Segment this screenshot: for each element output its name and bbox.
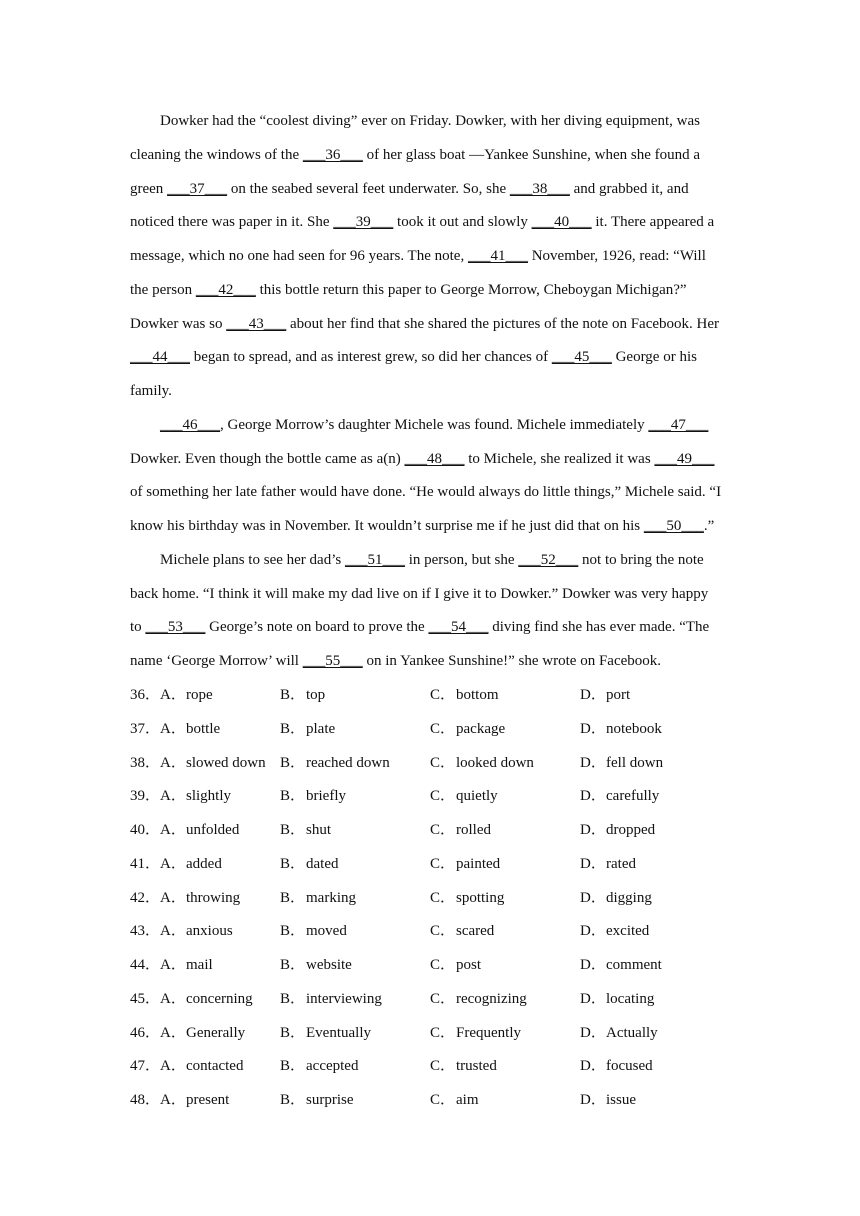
question-row (130, 983, 750, 1017)
passage-line (130, 240, 730, 274)
option-letter: A． (160, 889, 186, 906)
answer-option (160, 1084, 229, 1118)
option-letter: A． (160, 788, 186, 805)
option-letter: D． (580, 1092, 606, 1108)
answer-option (160, 983, 253, 1017)
question-row (130, 713, 750, 747)
passage-text: Michele plans to see her dad’s (160, 551, 345, 568)
option-text: slightly (186, 788, 232, 805)
option-letter: C． (430, 1058, 456, 1075)
answer-blank: ___42___ (195, 281, 256, 298)
option-text: slowed down (186, 754, 266, 771)
passage-text: , George Morrow’s daughter Michele was found. Michele immediately (220, 416, 649, 433)
answer-option (430, 1084, 479, 1118)
answer-option (580, 679, 630, 713)
option-text: unfolded (186, 822, 240, 838)
answer-blank: ___38___ (509, 180, 570, 197)
answer-option (580, 848, 636, 882)
option-letter: B． (280, 990, 306, 1007)
option-text: aim (456, 1092, 479, 1108)
option-text: quietly (456, 788, 498, 805)
option-letter: A． (160, 990, 186, 1007)
answer-option (430, 780, 498, 814)
option-text: moved (306, 923, 347, 940)
passage-text: noticed there was paper in it. She (130, 214, 334, 231)
option-letter: A． (160, 1092, 186, 1108)
answer-blank: ___43___ (226, 315, 287, 332)
option-text: concerning (186, 990, 253, 1007)
question-number: 46． (130, 1024, 161, 1041)
passage-text: the person (130, 281, 196, 298)
option-letter: B． (280, 957, 306, 973)
passage-line (130, 308, 730, 342)
question-number: 41． (130, 855, 161, 872)
passage-text: family. (130, 383, 172, 399)
option-letter: D． (580, 687, 606, 703)
question-number: 47． (130, 1058, 161, 1075)
answer-blank: ___50___ (643, 518, 704, 534)
answer-option (280, 949, 352, 983)
option-text: contacted (186, 1058, 244, 1075)
passage-text: George or his (611, 349, 697, 366)
answer-blank: ___46___ (160, 416, 220, 433)
option-letter: B． (280, 1058, 306, 1075)
answer-option (580, 747, 663, 781)
answer-option (280, 983, 382, 1017)
question-number: 45． (130, 990, 161, 1007)
option-text: locating (606, 990, 655, 1007)
option-letter: C． (430, 687, 456, 703)
answer-blank: ___55___ (302, 653, 363, 669)
passage-line (130, 476, 730, 510)
option-letter: C． (430, 788, 456, 805)
passage-text: November, 1926, read: “Will (527, 248, 706, 264)
option-letter: D． (580, 1058, 606, 1075)
passage-text: to Michele, she realized it was (464, 450, 655, 467)
passage-line (130, 139, 730, 173)
option-letter: C． (430, 1024, 456, 1041)
option-letter: D． (580, 1024, 606, 1041)
passage-line (130, 611, 730, 645)
option-letter: B． (280, 889, 306, 906)
answer-option (160, 949, 213, 983)
answer-option (430, 713, 505, 747)
option-text: dated (306, 855, 339, 872)
question-number: 48． (130, 1092, 161, 1108)
passage-text: to (130, 619, 146, 636)
question-row (130, 747, 750, 781)
answer-option (580, 949, 662, 983)
answer-option (430, 747, 534, 781)
option-text: Generally (186, 1024, 246, 1041)
question-number: 42． (130, 889, 161, 906)
answer-option (430, 915, 494, 949)
passage-line (130, 105, 730, 139)
passage-text: Dowker was so (130, 315, 227, 332)
answer-option (160, 848, 222, 882)
option-text: rated (606, 855, 636, 872)
option-text: marking (306, 889, 356, 906)
option-letter: C． (430, 754, 456, 771)
option-letter: C． (430, 855, 456, 872)
question-row (130, 915, 750, 949)
passage-text: on in Yankee Sunshine!” she wrote on Facebook. (362, 653, 662, 669)
answer-option (430, 882, 504, 916)
passage-text: this bottle return this paper to George Morrow, Cheboygan Michigan?” (255, 281, 687, 298)
answer-option (580, 713, 662, 747)
option-text: recognizing (456, 990, 527, 1007)
answer-option (430, 848, 500, 882)
option-letter: D． (580, 889, 606, 906)
passage-text: on the seabed several feet underwater. So, she (227, 180, 510, 197)
answer-option (580, 983, 654, 1017)
option-letter: A． (160, 720, 186, 737)
question-number: 44． (130, 957, 161, 973)
option-text: painted (456, 855, 501, 872)
option-text: Eventually (306, 1024, 371, 1041)
passage-line (130, 341, 730, 375)
passage-line (130, 578, 730, 612)
passage-text: back home. “I think it will make my dad live on if I give it to Dowker.” Dowker was very happy (130, 585, 709, 602)
answer-option (160, 1050, 243, 1084)
answer-option (430, 814, 491, 848)
answer-option (430, 983, 527, 1017)
answer-blank: ___51___ (344, 551, 405, 568)
option-text: reached down (306, 754, 390, 771)
passage-text: message, which no one had seen for 96 years. The note, (130, 248, 468, 264)
question-row (130, 949, 750, 983)
passage-line (130, 375, 730, 409)
option-text: looked down (456, 754, 534, 771)
option-text: present (186, 1092, 230, 1108)
option-letter: B． (280, 754, 306, 771)
option-text: notebook (606, 720, 662, 737)
passage-line (130, 443, 730, 477)
passage-text: know his birthday was in November. It wouldn’t surprise me if he just did that on his (130, 518, 644, 534)
question-row (130, 780, 750, 814)
question-row (130, 1050, 750, 1084)
option-letter: A． (160, 822, 186, 838)
option-letter: B． (280, 687, 306, 703)
answer-option (160, 814, 239, 848)
passage-text: began to spread, and as interest grew, so did her chances of (190, 349, 552, 366)
option-text: trusted (456, 1058, 497, 1075)
option-text: rope (186, 687, 213, 703)
option-letter: A． (160, 923, 186, 940)
passage-line (130, 409, 730, 443)
option-text: added (186, 855, 222, 872)
option-letter: C． (430, 957, 456, 973)
option-letter: C． (430, 1092, 456, 1108)
answer-blank: ___44___ (130, 349, 190, 366)
option-letter: A． (160, 1058, 186, 1075)
option-letter: A． (160, 1024, 186, 1041)
answer-option (160, 679, 213, 713)
passage-line (130, 173, 730, 207)
answer-option (160, 882, 240, 916)
question-row (130, 679, 750, 713)
question-number: 36． (130, 687, 161, 703)
answer-option (580, 1084, 636, 1118)
passage-text: in person, but she (404, 551, 519, 568)
answer-option (580, 814, 655, 848)
passage-line (130, 510, 730, 544)
question-number: 37． (130, 720, 161, 737)
answer-option (580, 882, 652, 916)
option-text: carefully (606, 788, 660, 805)
question-row (130, 882, 750, 916)
question-number: 43． (130, 923, 161, 940)
answer-blank: ___53___ (145, 619, 206, 636)
passage-text: of something her late father would have done. “He would always do little things,” Michele said. “I (130, 484, 722, 501)
question-list (130, 679, 750, 1118)
question-row (130, 848, 750, 882)
option-letter: B． (280, 720, 306, 737)
passage-line (130, 544, 730, 578)
answer-blank: ___39___ (333, 214, 394, 231)
answer-blank: ___37___ (167, 180, 228, 197)
option-letter: B． (280, 923, 306, 940)
option-text: fell down (606, 754, 664, 771)
option-letter: D． (580, 822, 606, 838)
passage-text: cleaning the windows of the (130, 146, 303, 163)
option-letter: D． (580, 754, 606, 771)
option-text: digging (606, 889, 652, 906)
option-letter: D． (580, 923, 606, 940)
option-letter: C． (430, 720, 456, 737)
option-letter: B． (280, 822, 306, 838)
passage-text: diving find she has ever made. “The (488, 619, 710, 636)
option-text: surprise (306, 1092, 354, 1108)
option-text: plate (306, 720, 336, 737)
option-text: Frequently (456, 1024, 521, 1041)
answer-option (580, 780, 659, 814)
answer-blank: ___52___ (518, 551, 579, 568)
option-text: scared (456, 923, 495, 940)
option-text: excited (606, 923, 650, 940)
option-letter: D． (580, 957, 606, 973)
option-letter: A． (160, 957, 186, 973)
option-text: shut (306, 822, 332, 838)
passage-text: George’s note on board to prove the (205, 619, 429, 636)
option-letter: B． (280, 1024, 306, 1041)
passage-text: Dowker. Even though the bottle came as a(n) (130, 450, 405, 467)
answer-option (280, 915, 347, 949)
option-text: top (306, 687, 326, 703)
option-letter: B． (280, 1092, 306, 1108)
answer-option (580, 1050, 653, 1084)
answer-blank: ___40___ (531, 214, 592, 231)
option-text: package (456, 720, 506, 737)
option-letter: D． (580, 720, 606, 737)
question-row (130, 1084, 750, 1118)
passage-line (130, 645, 730, 679)
question-number: 40． (130, 822, 161, 838)
answer-option (430, 949, 481, 983)
option-letter: B． (280, 788, 306, 805)
option-text: spotting (456, 889, 505, 906)
answer-blank: ___45___ (551, 349, 612, 366)
option-text: interviewing (306, 990, 382, 1007)
option-letter: C． (430, 822, 456, 838)
option-text: port (606, 687, 631, 703)
answer-option (280, 1050, 358, 1084)
option-letter: C． (430, 990, 456, 1007)
option-letter: D． (580, 990, 606, 1007)
option-letter: D． (580, 788, 606, 805)
answer-blank: ___54___ (428, 619, 489, 636)
option-text: rolled (456, 822, 491, 838)
answer-option (280, 848, 338, 882)
answer-option (160, 915, 233, 949)
option-letter: A． (160, 855, 186, 872)
answer-option (280, 814, 331, 848)
option-letter: C． (430, 923, 456, 940)
passage-text: and grabbed it, and (569, 180, 689, 197)
question-number: 39． (130, 788, 161, 805)
answer-option (160, 713, 220, 747)
answer-option (580, 915, 649, 949)
answer-option (280, 747, 390, 781)
option-text: anxious (186, 923, 233, 940)
passage-text: took it out and slowly (393, 214, 532, 231)
passage-text: about her find that she shared the pictures of the note on Facebook. Her (286, 315, 720, 332)
option-letter: B． (280, 855, 306, 872)
answer-option (160, 1017, 245, 1051)
passage-text: green (130, 180, 168, 197)
answer-blank: ___48___ (404, 450, 465, 467)
option-letter: C． (430, 889, 456, 906)
option-text: post (456, 957, 482, 973)
answer-blank: ___47___ (648, 416, 709, 433)
answer-blank: ___36___ (302, 146, 363, 163)
option-letter: A． (160, 687, 186, 703)
option-letter: A． (160, 754, 186, 771)
answer-option (160, 747, 266, 781)
question-row (130, 814, 750, 848)
passage-line (130, 206, 730, 240)
option-text: throwing (186, 889, 241, 906)
option-text: briefly (306, 788, 346, 805)
passage-text: it. There appeared a (591, 214, 715, 231)
answer-option (160, 780, 231, 814)
option-text: comment (606, 957, 662, 973)
answer-option (430, 1017, 521, 1051)
answer-option (580, 1017, 658, 1051)
question-number: 38． (130, 754, 161, 771)
passage-line (130, 274, 730, 308)
answer-blank: ___41___ (467, 248, 528, 264)
answer-blank: ___49___ (654, 450, 715, 467)
passage-text: of her glass boat —Yankee Sunshine, when she found a (362, 146, 701, 163)
option-text: bottom (456, 687, 499, 703)
answer-option (280, 1017, 371, 1051)
answer-option (280, 713, 335, 747)
passage-text: name ‘George Morrow’ will (130, 653, 303, 669)
passage-text: Dowker had the “coolest diving” ever on Friday. Dowker, with her diving equipment, was (160, 113, 700, 129)
option-letter: D． (580, 855, 606, 872)
option-text: focused (606, 1058, 653, 1075)
option-text: dropped (606, 822, 656, 838)
option-text: bottle (186, 720, 221, 737)
answer-option (280, 780, 346, 814)
option-text: Actually (606, 1024, 658, 1041)
question-row (130, 1017, 750, 1051)
option-text: issue (606, 1092, 636, 1108)
passage-text: not to bring the note (578, 551, 704, 568)
answer-option (280, 1084, 354, 1118)
option-text: website (306, 957, 352, 973)
answer-option (430, 679, 499, 713)
cloze-passage (130, 105, 730, 679)
answer-option (280, 882, 356, 916)
answer-option (430, 1050, 497, 1084)
answer-option (280, 679, 325, 713)
option-text: mail (186, 957, 213, 973)
option-text: accepted (306, 1058, 359, 1075)
passage-text: .” (703, 518, 715, 534)
